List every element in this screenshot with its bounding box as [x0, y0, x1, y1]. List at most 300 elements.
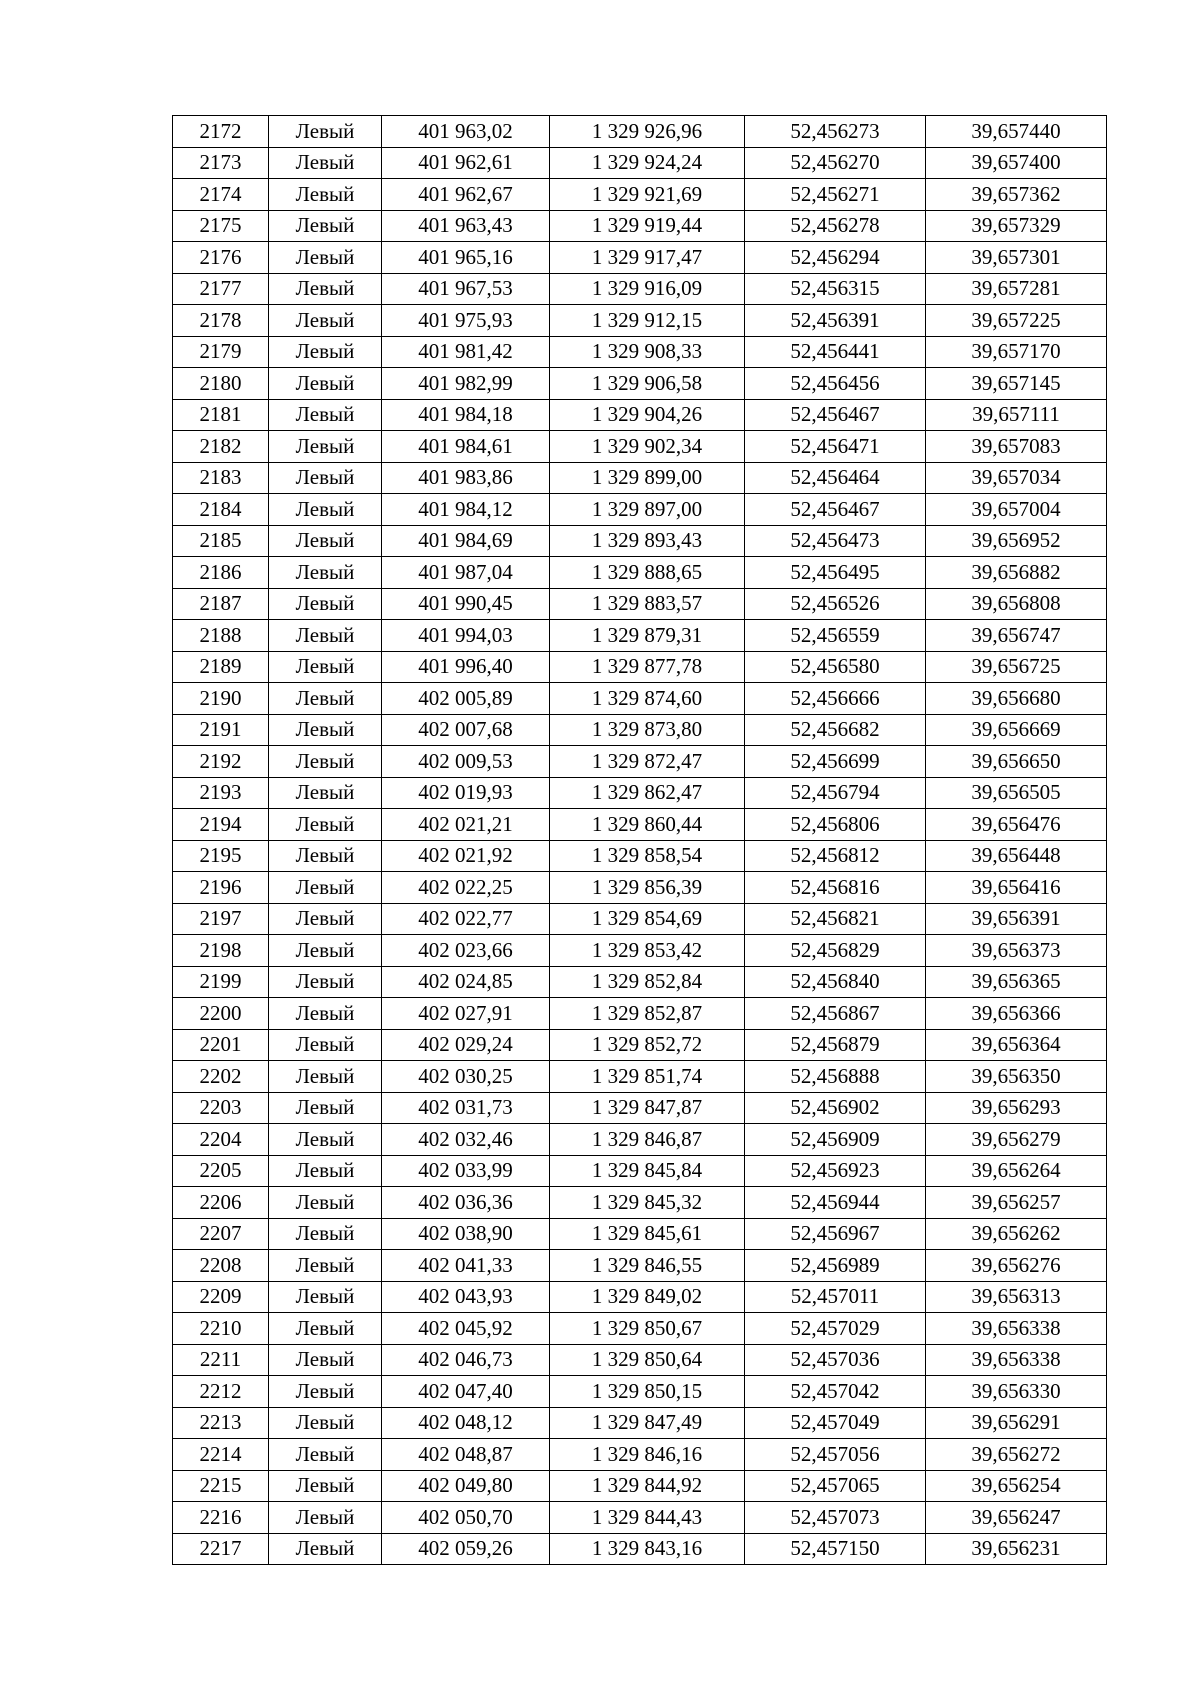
side-cell: Левый	[269, 557, 382, 589]
y-coordinate-cell: 1 329 846,55	[550, 1250, 745, 1282]
latitude-cell: 52,457036	[745, 1344, 926, 1376]
latitude-cell: 52,456816	[745, 872, 926, 904]
longitude-cell: 39,656247	[926, 1502, 1107, 1534]
point-number-cell: 2201	[173, 1029, 269, 1061]
longitude-cell: 39,656350	[926, 1061, 1107, 1093]
longitude-cell: 39,656373	[926, 935, 1107, 967]
x-coordinate-cell: 401 963,43	[382, 210, 550, 242]
x-coordinate-cell: 401 983,86	[382, 462, 550, 494]
table-row	[173, 557, 1107, 589]
longitude-cell: 39,656476	[926, 809, 1107, 841]
longitude-cell: 39,656416	[926, 872, 1107, 904]
point-number-cell: 2207	[173, 1218, 269, 1250]
table-row	[173, 336, 1107, 368]
table-row	[173, 935, 1107, 967]
latitude-cell: 52,456467	[745, 399, 926, 431]
table-row	[173, 1281, 1107, 1313]
latitude-cell: 52,457150	[745, 1533, 926, 1565]
point-number-cell: 2191	[173, 714, 269, 746]
latitude-cell: 52,456879	[745, 1029, 926, 1061]
point-number-cell: 2181	[173, 399, 269, 431]
side-cell: Левый	[269, 998, 382, 1030]
table-row	[173, 1533, 1107, 1565]
side-cell: Левый	[269, 210, 382, 242]
x-coordinate-cell: 402 045,92	[382, 1313, 550, 1345]
latitude-cell: 52,456456	[745, 368, 926, 400]
longitude-cell: 39,656291	[926, 1407, 1107, 1439]
point-number-cell: 2213	[173, 1407, 269, 1439]
latitude-cell: 52,456467	[745, 494, 926, 526]
x-coordinate-cell: 402 041,33	[382, 1250, 550, 1282]
longitude-cell: 39,656272	[926, 1439, 1107, 1471]
point-number-cell: 2195	[173, 840, 269, 872]
x-coordinate-cell: 402 033,99	[382, 1155, 550, 1187]
x-coordinate-cell: 401 965,16	[382, 242, 550, 274]
latitude-cell: 52,456989	[745, 1250, 926, 1282]
longitude-cell: 39,657083	[926, 431, 1107, 463]
y-coordinate-cell: 1 329 849,02	[550, 1281, 745, 1313]
side-cell: Левый	[269, 1029, 382, 1061]
x-coordinate-cell: 401 984,18	[382, 399, 550, 431]
table-row	[173, 210, 1107, 242]
side-cell: Левый	[269, 809, 382, 841]
x-coordinate-cell: 401 962,67	[382, 179, 550, 211]
y-coordinate-cell: 1 329 924,24	[550, 147, 745, 179]
x-coordinate-cell: 402 048,12	[382, 1407, 550, 1439]
y-coordinate-cell: 1 329 877,78	[550, 651, 745, 683]
longitude-cell: 39,656313	[926, 1281, 1107, 1313]
longitude-cell: 39,657004	[926, 494, 1107, 526]
longitude-cell: 39,656264	[926, 1155, 1107, 1187]
longitude-cell: 39,656650	[926, 746, 1107, 778]
y-coordinate-cell: 1 329 845,61	[550, 1218, 745, 1250]
point-number-cell: 2179	[173, 336, 269, 368]
point-number-cell: 2204	[173, 1124, 269, 1156]
y-coordinate-cell: 1 329 852,84	[550, 966, 745, 998]
x-coordinate-cell: 402 036,36	[382, 1187, 550, 1219]
latitude-cell: 52,456473	[745, 525, 926, 557]
table-row	[173, 1092, 1107, 1124]
side-cell: Левый	[269, 1533, 382, 1565]
latitude-cell: 52,456441	[745, 336, 926, 368]
x-coordinate-cell: 401 990,45	[382, 588, 550, 620]
longitude-cell: 39,657301	[926, 242, 1107, 274]
side-cell: Левый	[269, 1439, 382, 1471]
table-row	[173, 1344, 1107, 1376]
side-cell: Левый	[269, 1250, 382, 1282]
side-cell: Левый	[269, 872, 382, 904]
side-cell: Левый	[269, 620, 382, 652]
latitude-cell: 52,456682	[745, 714, 926, 746]
side-cell: Левый	[269, 903, 382, 935]
y-coordinate-cell: 1 329 853,42	[550, 935, 745, 967]
table-row	[173, 1313, 1107, 1345]
side-cell: Левый	[269, 1376, 382, 1408]
point-number-cell: 2197	[173, 903, 269, 935]
y-coordinate-cell: 1 329 854,69	[550, 903, 745, 935]
longitude-cell: 39,657281	[926, 273, 1107, 305]
point-number-cell: 2214	[173, 1439, 269, 1471]
table-row	[173, 368, 1107, 400]
point-number-cell: 2215	[173, 1470, 269, 1502]
x-coordinate-cell: 402 046,73	[382, 1344, 550, 1376]
latitude-cell: 52,456821	[745, 903, 926, 935]
y-coordinate-cell: 1 329 847,87	[550, 1092, 745, 1124]
x-coordinate-cell: 402 032,46	[382, 1124, 550, 1156]
latitude-cell: 52,456273	[745, 116, 926, 148]
latitude-cell: 52,456464	[745, 462, 926, 494]
longitude-cell: 39,656808	[926, 588, 1107, 620]
longitude-cell: 39,657362	[926, 179, 1107, 211]
x-coordinate-cell: 402 043,93	[382, 1281, 550, 1313]
y-coordinate-cell: 1 329 904,26	[550, 399, 745, 431]
y-coordinate-cell: 1 329 916,09	[550, 273, 745, 305]
x-coordinate-cell: 401 975,93	[382, 305, 550, 337]
table-row	[173, 1250, 1107, 1282]
point-number-cell: 2205	[173, 1155, 269, 1187]
table-row	[173, 116, 1107, 148]
y-coordinate-cell: 1 329 902,34	[550, 431, 745, 463]
table-row	[173, 1061, 1107, 1093]
y-coordinate-cell: 1 329 851,74	[550, 1061, 745, 1093]
y-coordinate-cell: 1 329 844,92	[550, 1470, 745, 1502]
point-number-cell: 2187	[173, 588, 269, 620]
longitude-cell: 39,656747	[926, 620, 1107, 652]
y-coordinate-cell: 1 329 845,84	[550, 1155, 745, 1187]
point-number-cell: 2183	[173, 462, 269, 494]
side-cell: Левый	[269, 147, 382, 179]
point-number-cell: 2199	[173, 966, 269, 998]
y-coordinate-cell: 1 329 917,47	[550, 242, 745, 274]
table-row	[173, 903, 1107, 935]
latitude-cell: 52,456794	[745, 777, 926, 809]
longitude-cell: 39,657329	[926, 210, 1107, 242]
table-row	[173, 273, 1107, 305]
latitude-cell: 52,456666	[745, 683, 926, 715]
side-cell: Левый	[269, 1218, 382, 1250]
longitude-cell: 39,656952	[926, 525, 1107, 557]
side-cell: Левый	[269, 1344, 382, 1376]
longitude-cell: 39,656505	[926, 777, 1107, 809]
y-coordinate-cell: 1 329 872,47	[550, 746, 745, 778]
point-number-cell: 2212	[173, 1376, 269, 1408]
longitude-cell: 39,656391	[926, 903, 1107, 935]
y-coordinate-cell: 1 329 873,80	[550, 714, 745, 746]
x-coordinate-cell: 401 981,42	[382, 336, 550, 368]
x-coordinate-cell: 402 030,25	[382, 1061, 550, 1093]
latitude-cell: 52,456495	[745, 557, 926, 589]
table-row	[173, 1187, 1107, 1219]
x-coordinate-cell: 402 027,91	[382, 998, 550, 1030]
point-number-cell: 2209	[173, 1281, 269, 1313]
latitude-cell: 52,456271	[745, 179, 926, 211]
table-row	[173, 651, 1107, 683]
longitude-cell: 39,657145	[926, 368, 1107, 400]
x-coordinate-cell: 401 962,61	[382, 147, 550, 179]
longitude-cell: 39,656293	[926, 1092, 1107, 1124]
point-number-cell: 2210	[173, 1313, 269, 1345]
y-coordinate-cell: 1 329 852,72	[550, 1029, 745, 1061]
point-number-cell: 2202	[173, 1061, 269, 1093]
side-cell: Левый	[269, 1502, 382, 1534]
longitude-cell: 39,656262	[926, 1218, 1107, 1250]
point-number-cell: 2178	[173, 305, 269, 337]
table-row	[173, 494, 1107, 526]
longitude-cell: 39,657034	[926, 462, 1107, 494]
point-number-cell: 2198	[173, 935, 269, 967]
side-cell: Левый	[269, 431, 382, 463]
x-coordinate-cell: 402 019,93	[382, 777, 550, 809]
latitude-cell: 52,456840	[745, 966, 926, 998]
table-row	[173, 242, 1107, 274]
side-cell: Левый	[269, 1187, 382, 1219]
x-coordinate-cell: 402 048,87	[382, 1439, 550, 1471]
longitude-cell: 39,657225	[926, 305, 1107, 337]
longitude-cell: 39,656725	[926, 651, 1107, 683]
y-coordinate-cell: 1 329 850,67	[550, 1313, 745, 1345]
longitude-cell: 39,656330	[926, 1376, 1107, 1408]
y-coordinate-cell: 1 329 874,60	[550, 683, 745, 715]
table-body	[173, 116, 1107, 1565]
point-number-cell: 2174	[173, 179, 269, 211]
x-coordinate-cell: 402 024,85	[382, 966, 550, 998]
side-cell: Левый	[269, 1092, 382, 1124]
x-coordinate-cell: 402 038,90	[382, 1218, 550, 1250]
x-coordinate-cell: 401 984,61	[382, 431, 550, 463]
latitude-cell: 52,457049	[745, 1407, 926, 1439]
x-coordinate-cell: 402 050,70	[382, 1502, 550, 1534]
table-row	[173, 1502, 1107, 1534]
y-coordinate-cell: 1 329 921,69	[550, 179, 745, 211]
side-cell: Левый	[269, 1470, 382, 1502]
side-cell: Левый	[269, 1313, 382, 1345]
side-cell: Левый	[269, 179, 382, 211]
side-cell: Левый	[269, 1407, 382, 1439]
longitude-cell: 39,656254	[926, 1470, 1107, 1502]
y-coordinate-cell: 1 329 893,43	[550, 525, 745, 557]
y-coordinate-cell: 1 329 858,54	[550, 840, 745, 872]
point-number-cell: 2193	[173, 777, 269, 809]
latitude-cell: 52,456471	[745, 431, 926, 463]
longitude-cell: 39,656448	[926, 840, 1107, 872]
y-coordinate-cell: 1 329 850,64	[550, 1344, 745, 1376]
point-number-cell: 2217	[173, 1533, 269, 1565]
latitude-cell: 52,456888	[745, 1061, 926, 1093]
table-row	[173, 305, 1107, 337]
longitude-cell: 39,656338	[926, 1344, 1107, 1376]
side-cell: Левый	[269, 588, 382, 620]
y-coordinate-cell: 1 329 897,00	[550, 494, 745, 526]
side-cell: Левый	[269, 683, 382, 715]
point-number-cell: 2211	[173, 1344, 269, 1376]
point-number-cell: 2192	[173, 746, 269, 778]
point-number-cell: 2206	[173, 1187, 269, 1219]
y-coordinate-cell: 1 329 856,39	[550, 872, 745, 904]
table-row	[173, 1218, 1107, 1250]
longitude-cell: 39,657111	[926, 399, 1107, 431]
latitude-cell: 52,456867	[745, 998, 926, 1030]
latitude-cell: 52,456580	[745, 651, 926, 683]
point-number-cell: 2203	[173, 1092, 269, 1124]
point-number-cell: 2216	[173, 1502, 269, 1534]
table-row	[173, 525, 1107, 557]
table-row	[173, 966, 1107, 998]
x-coordinate-cell: 401 963,02	[382, 116, 550, 148]
latitude-cell: 52,456829	[745, 935, 926, 967]
x-coordinate-cell: 402 059,26	[382, 1533, 550, 1565]
latitude-cell: 52,456526	[745, 588, 926, 620]
longitude-cell: 39,656279	[926, 1124, 1107, 1156]
table-row	[173, 1155, 1107, 1187]
point-number-cell: 2175	[173, 210, 269, 242]
side-cell: Левый	[269, 966, 382, 998]
longitude-cell: 39,657400	[926, 147, 1107, 179]
table-row	[173, 998, 1107, 1030]
side-cell: Левый	[269, 336, 382, 368]
point-number-cell: 2172	[173, 116, 269, 148]
x-coordinate-cell: 402 021,21	[382, 809, 550, 841]
x-coordinate-cell: 402 022,25	[382, 872, 550, 904]
point-number-cell: 2196	[173, 872, 269, 904]
point-number-cell: 2190	[173, 683, 269, 715]
side-cell: Левый	[269, 777, 382, 809]
longitude-cell: 39,656338	[926, 1313, 1107, 1345]
x-coordinate-cell: 401 984,12	[382, 494, 550, 526]
table-row	[173, 1124, 1107, 1156]
latitude-cell: 52,456699	[745, 746, 926, 778]
latitude-cell: 52,456278	[745, 210, 926, 242]
side-cell: Левый	[269, 1155, 382, 1187]
table-row	[173, 683, 1107, 715]
latitude-cell: 52,456806	[745, 809, 926, 841]
side-cell: Левый	[269, 399, 382, 431]
point-number-cell: 2176	[173, 242, 269, 274]
latitude-cell: 52,457073	[745, 1502, 926, 1534]
point-number-cell: 2189	[173, 651, 269, 683]
y-coordinate-cell: 1 329 899,00	[550, 462, 745, 494]
table-row	[173, 1439, 1107, 1471]
longitude-cell: 39,656231	[926, 1533, 1107, 1565]
latitude-cell: 52,456902	[745, 1092, 926, 1124]
y-coordinate-cell: 1 329 844,43	[550, 1502, 745, 1534]
table-row	[173, 1470, 1107, 1502]
side-cell: Левый	[269, 1124, 382, 1156]
longitude-cell: 39,656882	[926, 557, 1107, 589]
y-coordinate-cell: 1 329 847,49	[550, 1407, 745, 1439]
y-coordinate-cell: 1 329 919,44	[550, 210, 745, 242]
table-row	[173, 147, 1107, 179]
table-row	[173, 1376, 1107, 1408]
x-coordinate-cell: 401 984,69	[382, 525, 550, 557]
x-coordinate-cell: 402 047,40	[382, 1376, 550, 1408]
side-cell: Левый	[269, 935, 382, 967]
y-coordinate-cell: 1 329 883,57	[550, 588, 745, 620]
point-number-cell: 2184	[173, 494, 269, 526]
y-coordinate-cell: 1 329 862,47	[550, 777, 745, 809]
latitude-cell: 52,456909	[745, 1124, 926, 1156]
y-coordinate-cell: 1 329 908,33	[550, 336, 745, 368]
latitude-cell: 52,457011	[745, 1281, 926, 1313]
table-row	[173, 179, 1107, 211]
x-coordinate-cell: 402 009,53	[382, 746, 550, 778]
point-number-cell: 2200	[173, 998, 269, 1030]
longitude-cell: 39,656276	[926, 1250, 1107, 1282]
table-row	[173, 746, 1107, 778]
point-number-cell: 2173	[173, 147, 269, 179]
x-coordinate-cell: 402 022,77	[382, 903, 550, 935]
point-number-cell: 2208	[173, 1250, 269, 1282]
y-coordinate-cell: 1 329 850,15	[550, 1376, 745, 1408]
latitude-cell: 52,457042	[745, 1376, 926, 1408]
side-cell: Левый	[269, 242, 382, 274]
longitude-cell: 39,656364	[926, 1029, 1107, 1061]
table-row	[173, 431, 1107, 463]
y-coordinate-cell: 1 329 852,87	[550, 998, 745, 1030]
point-number-cell: 2180	[173, 368, 269, 400]
y-coordinate-cell: 1 329 845,32	[550, 1187, 745, 1219]
point-number-cell: 2186	[173, 557, 269, 589]
table-row	[173, 872, 1107, 904]
point-number-cell: 2177	[173, 273, 269, 305]
latitude-cell: 52,456294	[745, 242, 926, 274]
table-row	[173, 809, 1107, 841]
table-row	[173, 1029, 1107, 1061]
side-cell: Левый	[269, 494, 382, 526]
x-coordinate-cell: 402 023,66	[382, 935, 550, 967]
y-coordinate-cell: 1 329 888,65	[550, 557, 745, 589]
side-cell: Левый	[269, 368, 382, 400]
table-row	[173, 399, 1107, 431]
x-coordinate-cell: 402 049,80	[382, 1470, 550, 1502]
side-cell: Левый	[269, 1281, 382, 1313]
y-coordinate-cell: 1 329 846,87	[550, 1124, 745, 1156]
side-cell: Левый	[269, 651, 382, 683]
table-row	[173, 714, 1107, 746]
latitude-cell: 52,457029	[745, 1313, 926, 1345]
side-cell: Левый	[269, 116, 382, 148]
latitude-cell: 52,456944	[745, 1187, 926, 1219]
y-coordinate-cell: 1 329 912,15	[550, 305, 745, 337]
table-row	[173, 1407, 1107, 1439]
x-coordinate-cell: 401 987,04	[382, 557, 550, 589]
side-cell: Левый	[269, 746, 382, 778]
table-row	[173, 840, 1107, 872]
y-coordinate-cell: 1 329 879,31	[550, 620, 745, 652]
x-coordinate-cell: 402 021,92	[382, 840, 550, 872]
x-coordinate-cell: 401 996,40	[382, 651, 550, 683]
side-cell: Левый	[269, 462, 382, 494]
latitude-cell: 52,456391	[745, 305, 926, 337]
latitude-cell: 52,456270	[745, 147, 926, 179]
table-row	[173, 620, 1107, 652]
longitude-cell: 39,656366	[926, 998, 1107, 1030]
side-cell: Левый	[269, 525, 382, 557]
point-number-cell: 2185	[173, 525, 269, 557]
y-coordinate-cell: 1 329 843,16	[550, 1533, 745, 1565]
latitude-cell: 52,456967	[745, 1218, 926, 1250]
longitude-cell: 39,657440	[926, 116, 1107, 148]
side-cell: Левый	[269, 305, 382, 337]
point-number-cell: 2194	[173, 809, 269, 841]
table-row	[173, 462, 1107, 494]
latitude-cell: 52,456315	[745, 273, 926, 305]
x-coordinate-cell: 401 982,99	[382, 368, 550, 400]
y-coordinate-cell: 1 329 906,58	[550, 368, 745, 400]
longitude-cell: 39,656257	[926, 1187, 1107, 1219]
latitude-cell: 52,457056	[745, 1439, 926, 1471]
latitude-cell: 52,457065	[745, 1470, 926, 1502]
point-number-cell: 2188	[173, 620, 269, 652]
